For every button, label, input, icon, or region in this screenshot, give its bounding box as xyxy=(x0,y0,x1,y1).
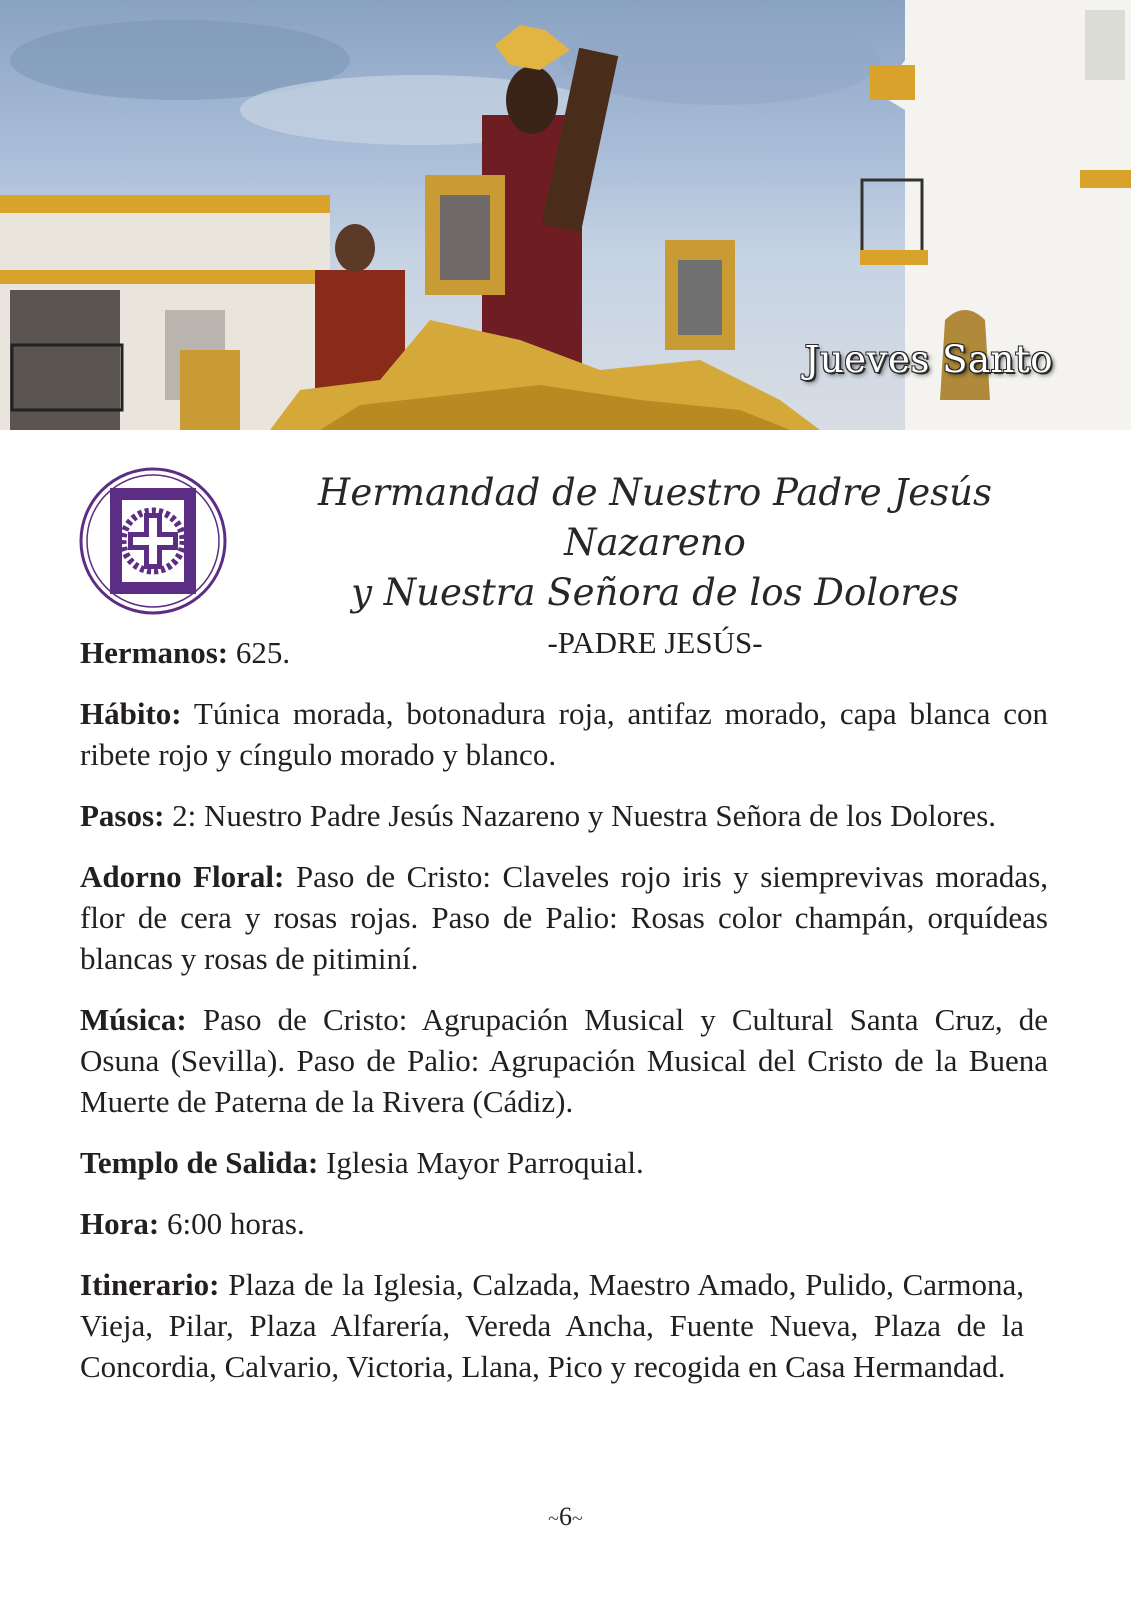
detail-label: Itinerario: xyxy=(80,1267,220,1302)
detail-text: 2: Nuestro Padre Jesús Nazareno y Nuestra Señora de los Dolores. xyxy=(164,798,997,833)
detail-text: Túnica morada, botonadura roja, antifaz morado, capa blanca con ribete rojo y cíngulo morado y blanco. xyxy=(80,696,1048,772)
detail-label: Música: xyxy=(80,1002,187,1037)
page-number xyxy=(0,1502,1131,1532)
ornament-right-icon: ~ xyxy=(572,1508,583,1530)
detail-text: 625. xyxy=(228,635,291,670)
title-line-2: y Nuestra Señora de los Dolores xyxy=(351,571,959,614)
detail-itinerario xyxy=(80,1264,1024,1387)
subtitle: -PADRE JESÚS- xyxy=(547,625,763,660)
detail-label: Templo de Salida: xyxy=(80,1145,319,1180)
title-line-1: Hermandad de Nuestro Padre Jesús Nazareno xyxy=(318,471,992,564)
detail-templo xyxy=(80,1142,1048,1183)
detail-habito xyxy=(80,693,1048,775)
detail-text: Paso de Cristo: Claveles rojo iris y siemprevivas moradas, flor de cera y rosas rojas. Paso de Palio: Rosas color champán, orquídeas blancas y rosas de pitiminí. xyxy=(80,859,1049,976)
ornament-left-icon: ~ xyxy=(548,1508,559,1530)
page-number-value: 6 xyxy=(559,1502,572,1531)
detail-label: Hermanos: xyxy=(80,635,229,670)
detail-label: Adorno Floral: xyxy=(80,859,285,894)
day-caption: Jueves Santo xyxy=(804,338,1053,381)
detail-hermanos xyxy=(80,632,1048,673)
detail-adorno-floral xyxy=(80,856,1048,979)
detail-label: Hora: xyxy=(80,1206,160,1241)
detail-label: Pasos: xyxy=(80,798,165,833)
detail-musica xyxy=(80,999,1048,1122)
detail-pasos xyxy=(80,795,1048,836)
detail-label: Hábito: xyxy=(80,696,182,731)
detail-text: 6:00 horas. xyxy=(159,1206,305,1241)
details xyxy=(80,632,1048,1407)
detail-hora xyxy=(80,1203,1048,1244)
detail-text: Paso de Cristo: Agrupación Musical y Cultural Santa Cruz, de Osuna (Sevilla). Paso de Palio: Agrupación Musical del Cristo de la Buena Muerte de Paterna de la Rivera (Cádiz). xyxy=(80,1002,1048,1119)
brotherhood-emblem-icon xyxy=(78,466,228,616)
detail-text: Plaza de la Iglesia, Calzada, Maestro Amado, Pulido, Carmona, Vieja, Pilar, Plaza Alfarería, Vereda Ancha, Fuente Nueva, Plaza de la Concordia, Calvario, Victoria, Llana, Pico y recogida en Casa Hermandad. xyxy=(80,1267,1024,1384)
hero-photo xyxy=(0,0,1131,430)
detail-text: Iglesia Mayor Parroquial. xyxy=(318,1145,644,1180)
